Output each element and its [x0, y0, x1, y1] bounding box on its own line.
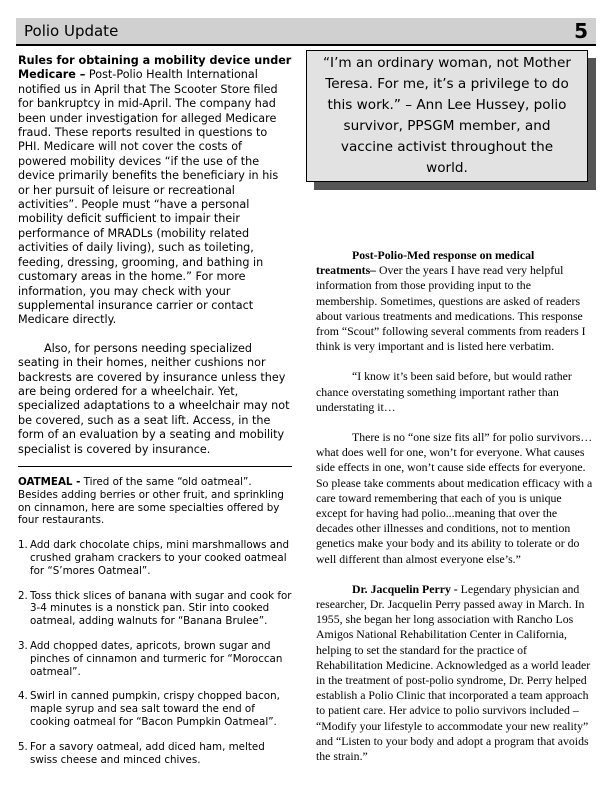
list-item-text: Add dark chocolate chips, mini marshmallows and crushed graham crackers to your cooked oatmeal for “S’mores Oatmeal”. — [30, 539, 290, 577]
oatmeal-intro-paragraph — [18, 476, 292, 527]
right-column — [316, 248, 594, 779]
oatmeal-intro: Tired of the same “old oatmeal”. Besides adding berries or other fruit, and sprinkling on cinnamon, here are some specialties offered by four restaurants. — [18, 475, 284, 527]
mobility-article — [18, 54, 292, 328]
scout-quote-paragraph-2: There is no “one size fits all” for polio survivors…what does well for one, won’t for everyone. What causes side effects in one, won’t cause side effects for everyone. So please take comments about medication efficacy with a care toward remembering that each of you is unique except for having had polio...meaning that over the decades other illnesses and conditions, not to mention genetics make your body and its ability to tolerate or do well different than almost everyone else’s.” — [316, 430, 593, 566]
pull-quote-box — [306, 50, 588, 182]
list-item-text: For a savory oatmeal, add diced ham, melted swiss cheese and minced chives. — [30, 740, 265, 766]
ppmed-article — [316, 248, 594, 354]
section-divider — [18, 466, 292, 467]
list-item-text: Swirl in canned pumpkin, crispy chopped bacon, maple syrup and sea salt toward the end of cooking oatmeal for “Bacon Pumpkin Oatmeal”. — [30, 690, 280, 728]
perry-article — [316, 582, 594, 764]
left-column — [18, 54, 292, 778]
newsletter-title: Polio Update — [24, 22, 119, 40]
list-item-number: 4. — [18, 690, 28, 703]
seating-paragraph: Also, for persons needing specialized seating in their homes, neither cushions nor backrests are covered by insurance unless they are being ordered for a wheelchair. Yet, specialized adaptations to a wheelchair may not be covered, such as a seat lift. Access, in the form of an evaluation by a seating and mobility specialist is covered by insurance. — [18, 341, 290, 456]
list-item-text: Toss thick slices of banana with sugar and cook for 3-4 minutes is a nonstick pan. Stir into cooked oatmeal, adding walnuts for “Banana Brulee”. — [30, 589, 292, 628]
list-item — [18, 690, 292, 728]
page-header — [16, 18, 596, 46]
scout-quote-paragraph-1: “I know it’s been said before, but would rather chance overstating something important rather than understating it… — [316, 369, 572, 414]
perry-heading: Dr. Jacquelin Perry - — [352, 581, 458, 596]
oatmeal-article — [18, 476, 292, 766]
page-number: 5 — [574, 19, 588, 43]
mobility-body: Post-Polio Health International notified us in April that The Scooter Store filed for bankruptcy in mid-April. The company had been under investigation for alleged Medicare fraud. These reports resulted in questions to PHI. Medicare will not cover the costs of powered mobility devices “if the use of the device primarily benefits the beneficiary in his or her pursuit of leisure or recreational activities”. People must “have a personal mobility deficit sufficient to impair their performance of MRADLs (mobility related activities of daily living), such as toileting, feeding, dressing, grooming, and bathing in customary areas in the home.” For more information, you may check with your supplemental insurance carrier or contact Medicare directly. — [18, 68, 279, 327]
mobility-heading: Rules for obtaining a mobility device under Medicare – — [18, 54, 292, 82]
list-item — [18, 741, 292, 767]
list-item-number: 3. — [18, 639, 28, 652]
list-item-number: 2. — [18, 589, 28, 602]
oatmeal-heading: OATMEAL - — [18, 475, 81, 488]
ppmed-body: Over the years I have read very helpful information from those providing input to the membership. Sometimes, questions are asked of readers about various treatments and medications. This response from “Scout” following several comments from readers I think is very important and is listed here verbatim. — [316, 263, 586, 354]
list-item-number: 1. — [18, 539, 28, 552]
list-item — [18, 539, 292, 577]
pull-quote-text: “I’m an ordinary woman, not Mother Teresa. For me, it’s a privilege to do this work.” – Ann Lee Hussey, polio survivor, PPSGM member, and vaccine activist throughout the world. — [323, 55, 571, 176]
oatmeal-list — [18, 539, 292, 766]
ppmed-heading: Post-Polio-Med response on medical treatments– — [316, 248, 535, 278]
list-item-number: 5. — [18, 740, 28, 753]
perry-body: Legendary physician and researcher, Dr. Jacquelin Perry passed away in March. In 1955, she began her long association with Rancho Los Amigos National Rehabilitation Center in California, helping to set the standard for the practice of Rehabilitation Medicine. Acknowledged as a world leader in the treatment of post-polio syndrome, Dr. Perry helped establish a Polio Clinic that incorporated a team approach to patient care. Her advice to polio survivors included – “Modify your lifestyle to accommodate your new reality” and “Listen to your body and adopt a program that avoids the strain.” — [316, 581, 591, 764]
list-item — [18, 590, 292, 628]
list-item-text: Add chopped dates, apricots, brown sugar and pinches of cinnamon and turmeric for “Moroccan oatmeal”. — [30, 639, 283, 678]
list-item — [18, 640, 292, 678]
